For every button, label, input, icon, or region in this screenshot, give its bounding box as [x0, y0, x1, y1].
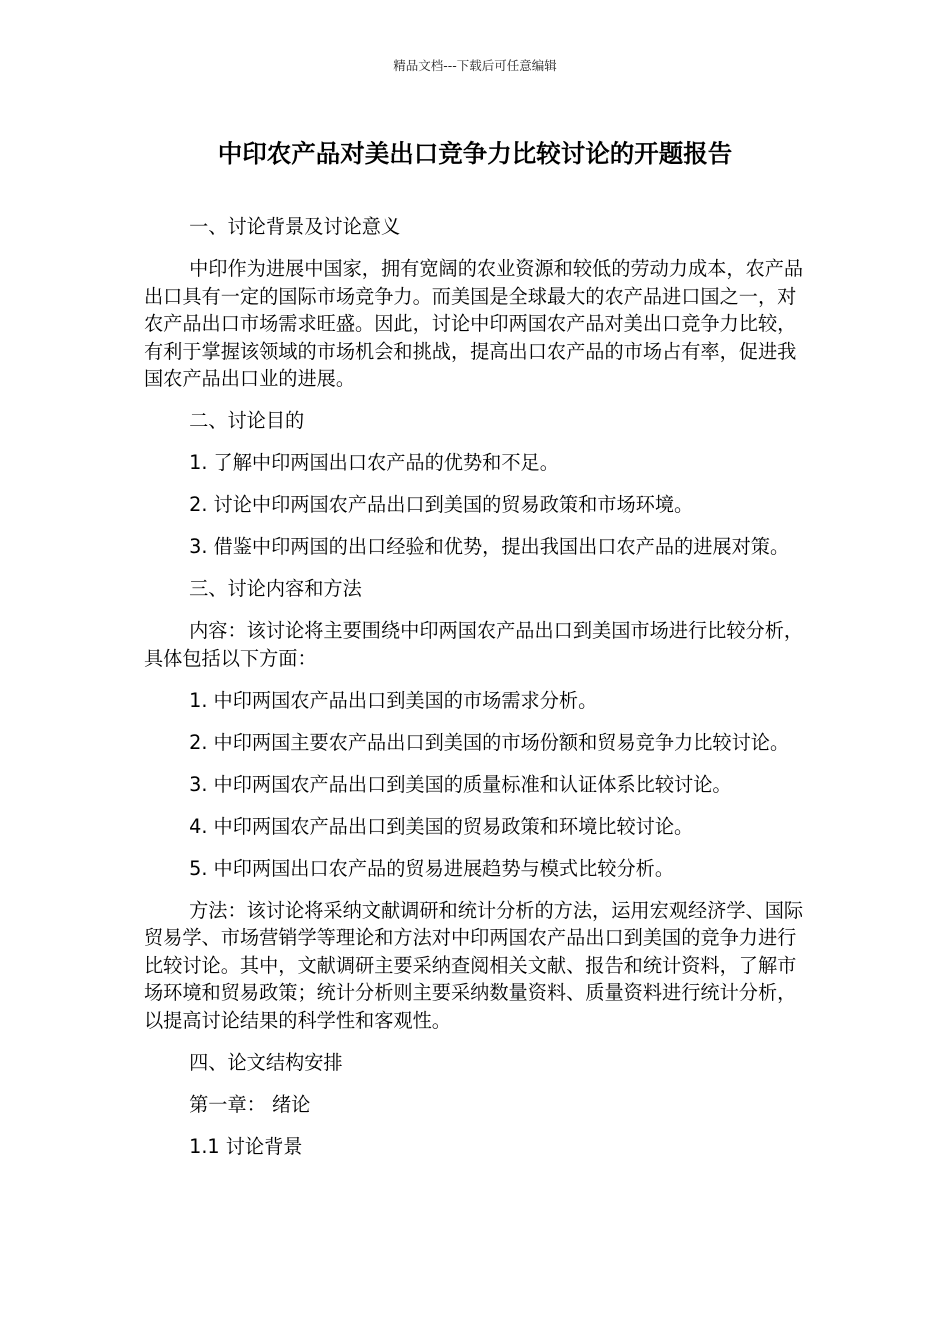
list-item-content-2: 2. 中印两国主要农产品出口到美国的市场份额和贸易竞争力比较讨论。 — [189, 730, 790, 754]
list-item-content-4: 4. 中印两国农产品出口到美国的贸易政策和环境比较讨论。 — [189, 814, 694, 838]
section-heading-background: 一、讨论背景及讨论意义 — [189, 215, 401, 238]
section-heading-purpose: 二、讨论目的 — [189, 409, 305, 432]
list-item-content-1: 1. 中印两国农产品出口到美国的市场需求分析。 — [189, 688, 598, 712]
document-title: 中印农产品对美出口竞争力比较讨论的开题报告 — [217, 139, 733, 168]
paragraph-content: 内容：该讨论将主要围绕中印两国农产品出口到美国市场进行比较分析，具体包括以下方面： — [144, 619, 804, 670]
paragraph-background: 中印作为进展中国家，拥有宽阔的农业资源和较低的劳动力成本，农产品出口具有一定的国际市场竞争力。而美国是全球最大的农产品进口国之一，对农产品出口市场需求旺盛。因此，讨论中印两国农产品对美出口竞争力比较，有利于掌握该领域的市场机会和挑战，提高出口农产品的市场占有率，促进我国农产品出口业的进展。 — [144, 257, 804, 390]
list-item-content-5: 5. 中印两国出口农产品的贸易进展趋势与模式比较分析。 — [189, 856, 675, 880]
paragraph-method: 方法：该讨论将采纳文献调研和统计分析的方法，运用宏观经济学、国际贸易学、市场营销学等理论和方法对中印两国农产品出口到美国的竞争力进行比较讨论。其中，文献调研主要采纳查阅相关文献、报告和统计资料，了解市场环境和贸易政策；统计分析则主要采纳数量资料、质量资料进行统计分析，以提高讨论结果的科学性和客观性。 — [144, 898, 804, 1032]
list-item-purpose-1: 1. 了解中印两国出口农产品的优势和不足。 — [189, 451, 559, 474]
list-item-content-3: 3. 中印两国农产品出口到美国的质量标准和认证体系比较讨论。 — [189, 772, 732, 796]
header-note: 精品文档---下载后可任意编辑 — [393, 58, 557, 73]
list-item-purpose-3: 3. 借鉴中印两国的出口经验和优势，提出我国出口农产品的进展对策。 — [189, 535, 790, 558]
subsection-heading: 1.1 讨论背景 — [189, 1134, 303, 1158]
list-item-purpose-2: 2. 讨论中印两国农产品出口到美国的贸易政策和市场环境。 — [189, 493, 694, 516]
document-body — [144, 213, 804, 1175]
chapter-heading: 第一章： 绪论 — [189, 1092, 311, 1116]
section-heading-structure: 四、论文结构安排 — [189, 1050, 343, 1074]
section-heading-content-method: 三、讨论内容和方法 — [189, 577, 362, 600]
